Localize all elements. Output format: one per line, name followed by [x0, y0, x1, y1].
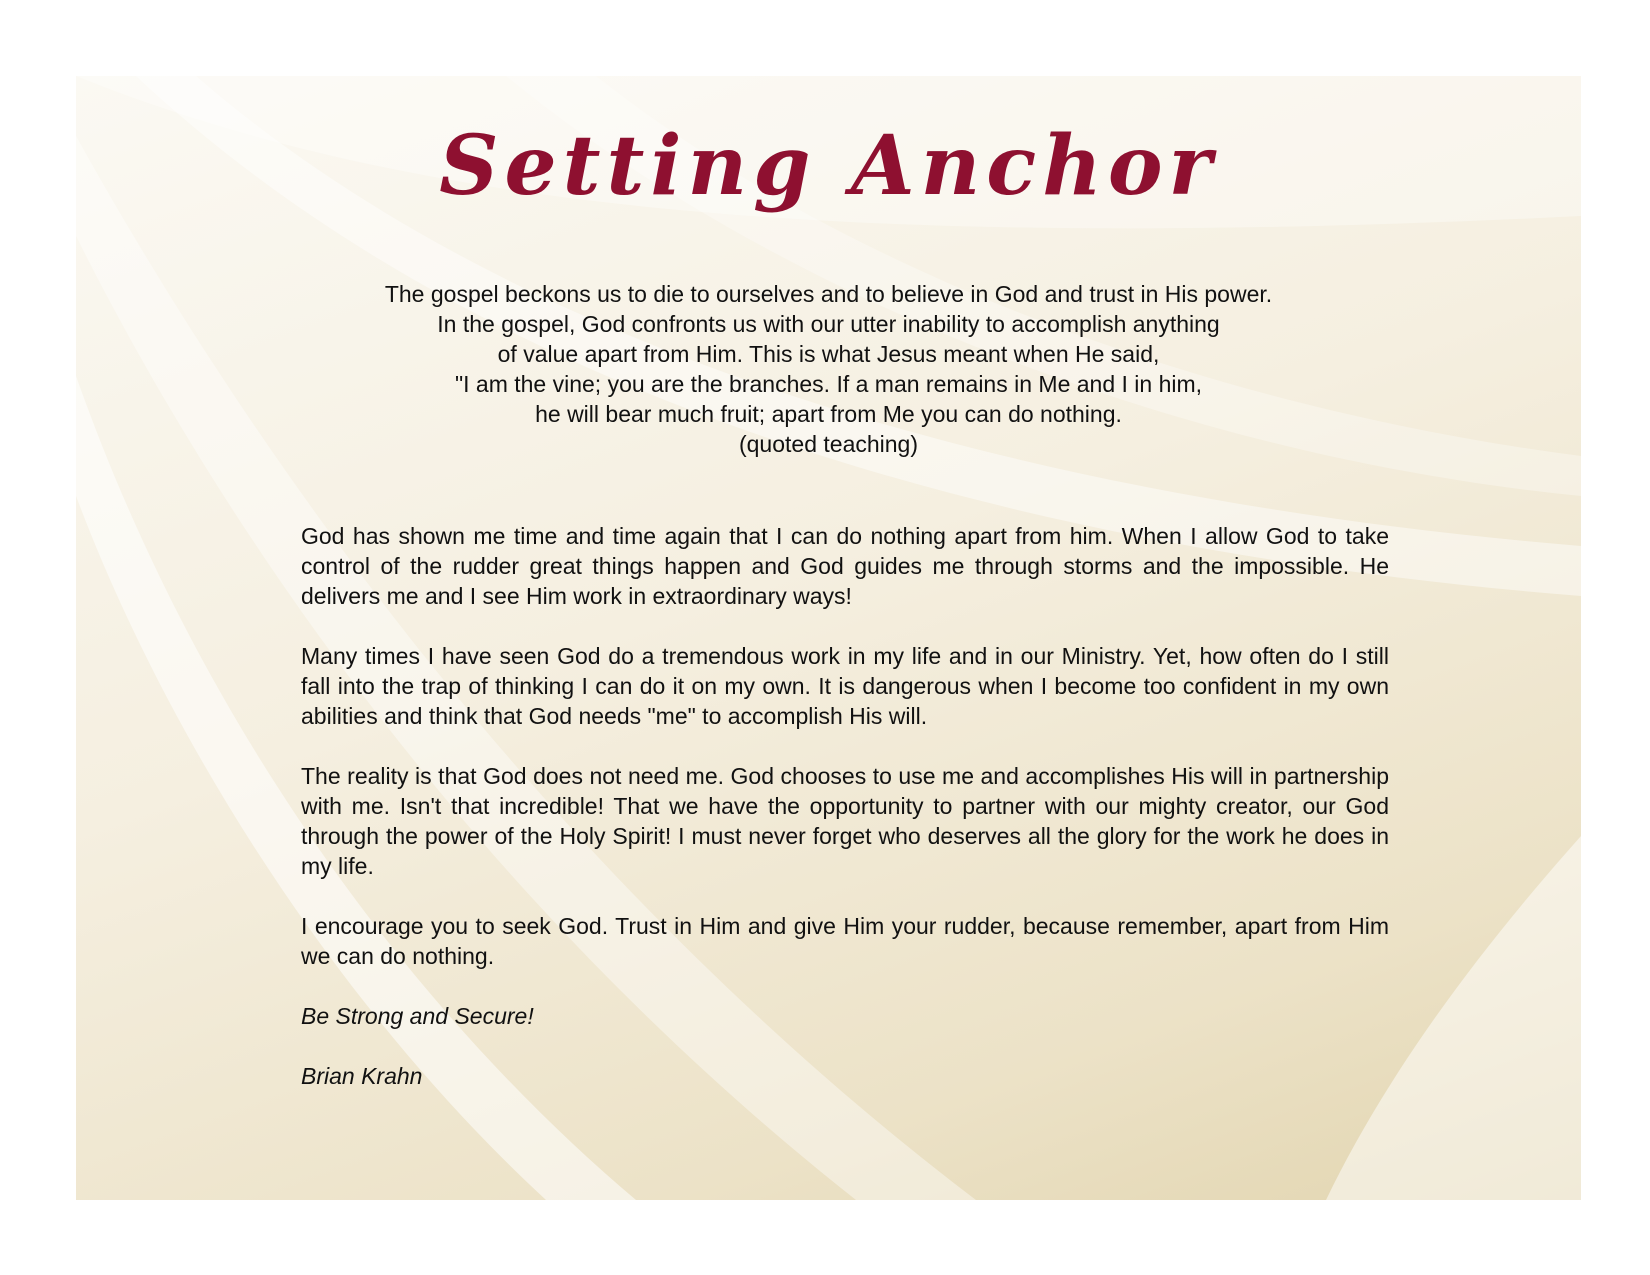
quote-line: "I am the vine; you are the branches. If a man remains in Me and I in him,: [454, 371, 1203, 397]
quote-line: he will bear much fruit; apart from Me you can do nothing.: [535, 401, 1122, 427]
quote-line: In the gospel, God confronts us with our utter inability to accomplish anything: [437, 311, 1220, 337]
quote-block: [76, 279, 1581, 459]
quote-line: of value apart from Him. This is what Jesus meant when He said,: [497, 341, 1160, 367]
paragraph: The reality is that God does not need me. God chooses to use me and accomplishes His will in partnership with me. Isn't that incredible! That we have the opportunity to partner with our mighty creator, our God through the power of the Holy Spirit! I must never forget who deserves all the glory for the work he does in my life.: [301, 763, 1389, 879]
quote-attribution: (quoted teaching): [738, 431, 918, 457]
paragraph: God has shown me time and time again that I can do nothing apart from him. When I allow God to take control of the rudder great things happen and God guides me through storms and the impossible. He delivers me and I see Him work in extraordinary ways!: [301, 523, 1389, 609]
page-title: Setting Anchor: [439, 118, 1218, 214]
page-sheet: [76, 76, 1581, 1200]
closing-line: Be Strong and Secure!: [301, 1003, 534, 1029]
signature: Brian Krahn: [301, 1063, 423, 1089]
paragraph: I encourage you to seek God. Trust in Him and give Him your rudder, because remember, apart from Him we can do nothing.: [301, 913, 1389, 969]
paragraph: Many times I have seen God do a tremendous work in my life and in our Ministry. Yet, how often do I still fall into the trap of thinking I can do it on my own. It is dangerous when I become too confident in my own abilities and think that God needs "me" to accomplish His will.: [301, 643, 1389, 729]
body-text: [301, 521, 1389, 1121]
quote-line: The gospel beckons us to die to ourselves and to believe in God and trust in His power.: [384, 281, 1273, 307]
